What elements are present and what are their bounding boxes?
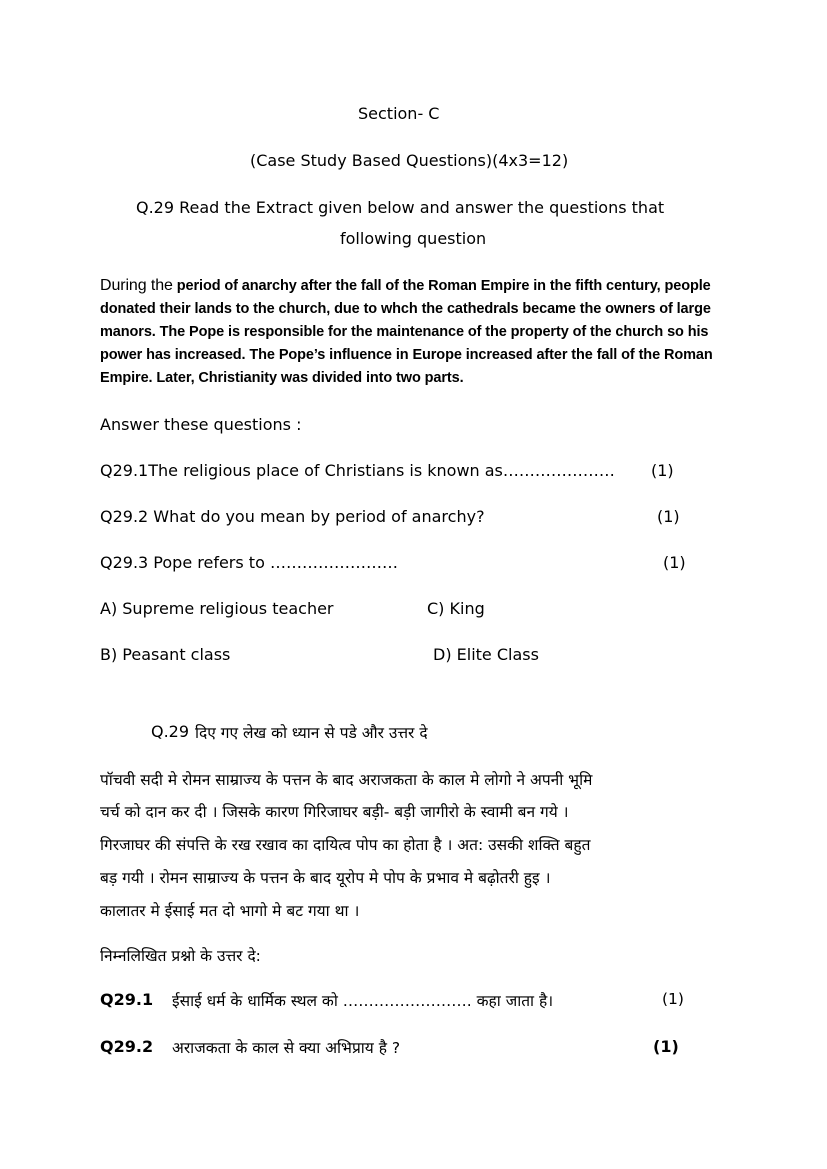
option-d: D) Elite Class [433,645,539,664]
hindi-para-line-2: चर्च को दान कर दी । जिसके कारण गिरिजाघर बड़ी- बड़ी जागीरो के स्वामी बन गये । [100,803,569,821]
hindi-q1-marks: (1) [662,990,684,1008]
hindi-para-line-3: गिरजाघर की संपत्ति के रख रखाव का दायित्व पोप का होता है । अत: उसकी शक्ति बहुत [100,836,591,854]
hindi-q2-marks: (1) [653,1037,679,1056]
hindi-heading-number: Q.29 [151,722,190,741]
question-29-1: Q29.1The religious place of Christians is known as………………… [100,461,615,480]
hindi-para-line-1: पॉचवी सदी मे रोमन साम्राज्य के पत्तन के बाद अराजकता के काल मे लोगो ने अपनी भूमि [100,771,593,789]
option-a: A) Supreme religious teacher [100,599,334,618]
answer-prompt: Answer these questions : [100,415,302,434]
option-b: B) Peasant class [100,645,231,664]
question-29-3-marks: (1) [663,553,686,572]
question-29-2-marks: (1) [657,507,680,526]
hindi-q2-number: Q29.2 [100,1037,154,1056]
q29-heading-line2: following question [340,229,487,248]
hindi-para-line-4: बड़ गयी । रोमन साम्राज्य के पत्तन के बाद यूरोप मे पोप के प्रभाव मे बढ़ोतरी हुइ । [100,869,551,887]
extract-text: period of anarchy after the fall of the Roman Empire in the fifth century, people donated their lands to the church, due to whch the cathedrals became the owners of large manors. The Pope is responsible for the maintenance of the property of the church so his power has increased. The Pope’s influence in Europe increased after the fall of the Roman Empire. Later, Christianity was divided into two parts. [100,278,713,386]
section-title: Section- C [358,104,440,123]
q29-heading-line1: Q.29 Read the Extract given below and answer the questions that [136,198,665,217]
question-29-1-marks: (1) [651,461,674,480]
hindi-heading-text: दिए गए लेख को ध्यान से पडे और उत्तर दे [195,724,428,742]
hindi-para-line-5: कालातर मे ईसाई मत दो भागो मे बट गया था । [100,902,360,920]
option-c: C) King [427,599,485,618]
question-29-2: Q29.2 What do you mean by period of anarchy? [100,507,485,526]
question-29-3: Q29.3 Pope refers to …………………… [100,553,398,572]
extract-lead: During the [100,277,173,294]
hindi-q1-text: ईसाई धर्म के धार्मिक स्थल को ……………………. कहा जाता है। [172,992,554,1010]
hindi-q1-number: Q29.1 [100,990,154,1009]
subtitle: (Case Study Based Questions)(4x3=12) [250,151,569,170]
hindi-q2-text: अराजकता के काल से क्या अभिप्राय है ? [172,1039,401,1057]
hindi-prompt: निम्नलिखित प्रश्नो के उत्तर दे: [100,947,261,965]
extract-paragraph [100,274,730,390]
